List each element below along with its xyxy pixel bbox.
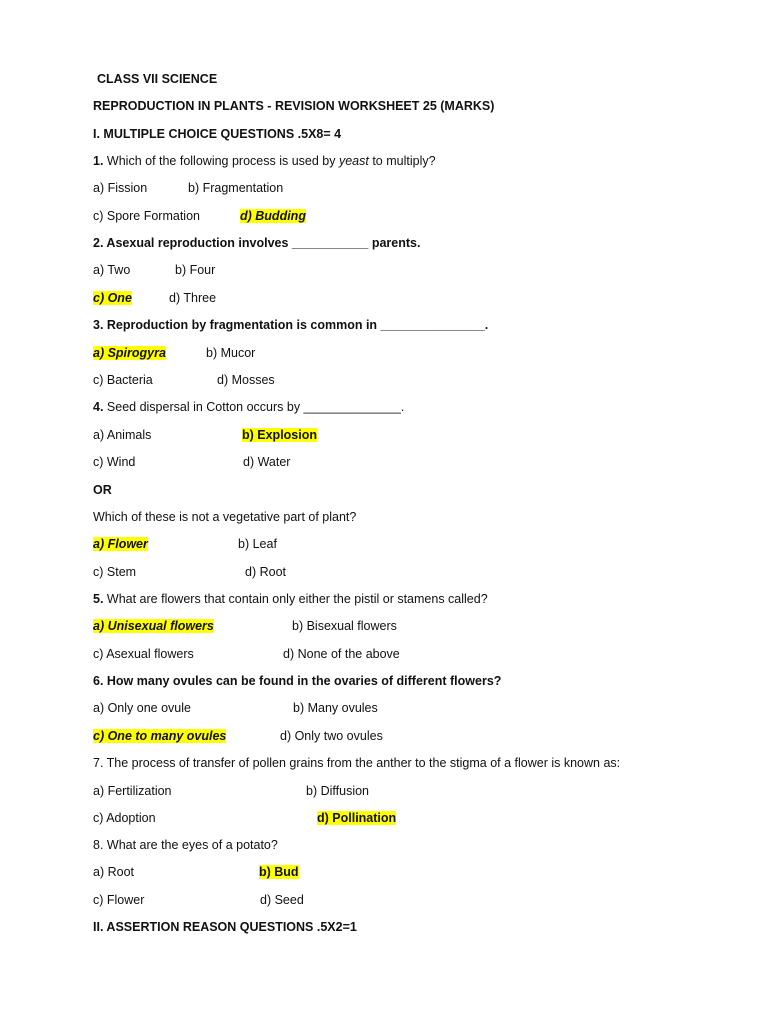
q3-option-b: b) Mucor	[206, 346, 256, 360]
q3-option-d: d) Mosses	[217, 373, 275, 387]
answer-highlight: d) Pollination	[317, 811, 397, 825]
q4-option-a: a) Animals	[93, 428, 152, 442]
question-1	[93, 153, 436, 169]
answer-highlight: a) Flower	[93, 537, 148, 551]
question-1-text-b: to multiply?	[368, 154, 436, 168]
q4-option-c: c) Wind	[93, 455, 136, 469]
answer-highlight: d) Budding	[240, 209, 306, 223]
q8-option-d: d) Seed	[260, 893, 304, 907]
question-8: 8. What are the eyes of a potato?	[93, 838, 278, 852]
answer-highlight: a) Spirogyra	[93, 346, 166, 360]
q7-option-b: b) Diffusion	[306, 784, 369, 798]
q4alt-option-a-answer	[93, 536, 148, 552]
q7-option-c: c) Adoption	[93, 811, 156, 825]
q8-option-a: a) Root	[93, 865, 134, 879]
q4alt-option-c: c) Stem	[93, 565, 137, 579]
q4-option-b-answer	[242, 427, 317, 443]
section-2-heading: II. ASSERTION REASON QUESTIONS .5X2=1	[93, 920, 357, 934]
q4alt-option-b: b) Leaf	[238, 537, 277, 551]
answer-highlight: b) Bud	[259, 865, 299, 879]
q6-option-d: d) Only two ovules	[280, 729, 383, 743]
class-title: CLASS VII SCIENCE	[97, 72, 218, 86]
question-3: 3. Reproduction by fragmentation is common in _______________.	[93, 318, 489, 332]
question-7: 7. The process of transfer of pollen grains from the anther to the stigma of a flower is known as:	[93, 756, 621, 770]
answer-highlight: b) Explosion	[242, 428, 317, 442]
q2-option-d: d) Three	[169, 291, 217, 305]
question-6: 6. How many ovules can be found in the ovaries of different flowers?	[93, 674, 502, 688]
q6-option-c-answer	[93, 728, 226, 744]
q1-option-b: b) Fragmentation	[188, 181, 284, 195]
section-1-heading: I. MULTIPLE CHOICE QUESTIONS .5X8= 4	[93, 127, 342, 141]
q5-option-a-answer	[93, 618, 214, 634]
question-1-text-a: Which of the following process is used by	[103, 154, 339, 168]
question-5-text: What are flowers that contain only either the pistil or stamens called?	[103, 592, 488, 606]
worksheet-title: REPRODUCTION IN PLANTS - REVISION WORKSHEET 25 (MARKS)	[93, 99, 495, 113]
q5-option-c: c) Asexual flowers	[93, 647, 194, 661]
question-5	[93, 591, 488, 607]
q2-option-a: a) Two	[93, 263, 131, 277]
q4-option-d: d) Water	[243, 455, 291, 469]
q6-option-b: b) Many ovules	[293, 701, 378, 715]
answer-highlight: c) One to many ovules	[93, 729, 227, 743]
q5-option-d: d) None of the above	[283, 647, 400, 661]
q8-option-b-answer	[259, 864, 299, 880]
question-2: 2. Asexual reproduction involves ___________ parents.	[93, 236, 421, 250]
q1-option-d-answer	[240, 208, 306, 224]
or-label: OR	[93, 483, 112, 497]
q1-option-c: c) Spore Formation	[93, 209, 200, 223]
q3-option-c: c) Bacteria	[93, 373, 153, 387]
answer-highlight: a) Unisexual flowers	[93, 619, 214, 633]
q1-option-a: a) Fission	[93, 181, 148, 195]
answer-highlight: c) One	[93, 291, 132, 305]
q3-option-a-answer	[93, 345, 166, 361]
q5-option-b: b) Bisexual flowers	[292, 619, 397, 633]
question-4-number: 4.	[93, 400, 104, 414]
q8-option-c: c) Flower	[93, 893, 145, 907]
q4alt-option-d: d) Root	[245, 565, 286, 579]
question-1-number: 1.	[93, 154, 104, 168]
q7-option-a: a) Fertilization	[93, 784, 172, 798]
q2-option-c-answer	[93, 290, 132, 306]
question-4-alternative: Which of these is not a vegetative part of plant?	[93, 510, 357, 524]
q6-option-a: a) Only one ovule	[93, 701, 191, 715]
question-5-number: 5.	[93, 592, 104, 606]
q2-option-b: b) Four	[175, 263, 216, 277]
question-4	[93, 399, 404, 415]
question-1-emphasis: yeast	[338, 154, 369, 168]
question-4-text: Seed dispersal in Cotton occurs by ______________.	[103, 400, 405, 414]
q7-option-d-answer	[317, 810, 396, 826]
